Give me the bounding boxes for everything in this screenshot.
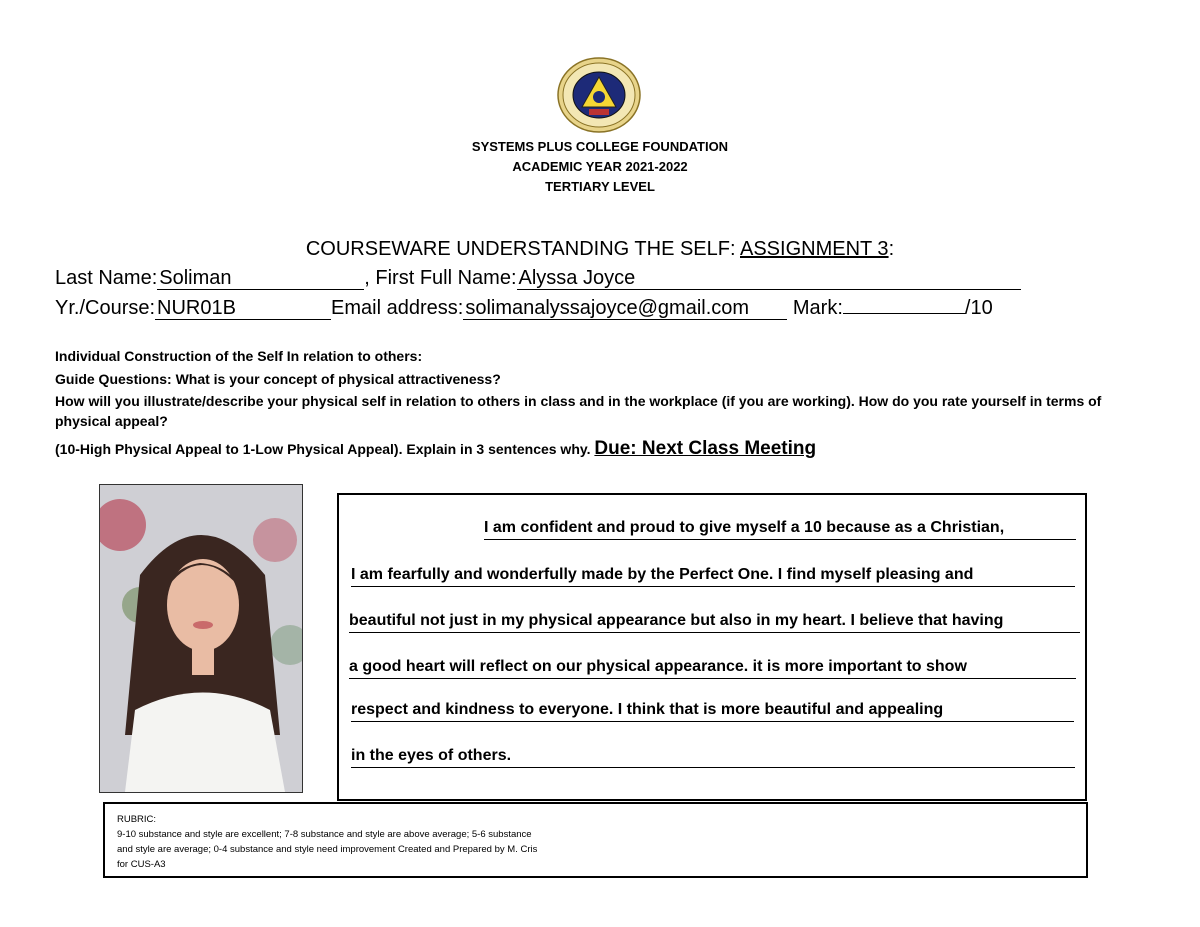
guide-question: Guide Questions: What is your concept of physical attractiveness? (55, 371, 501, 387)
student-photo (99, 484, 303, 793)
email-field[interactable]: solimanalyssajoyce@gmail.com (463, 297, 787, 320)
course-email-row (55, 297, 993, 320)
title-suffix: : (888, 238, 895, 260)
institution-name: SYSTEMS PLUS COLLEGE FOUNDATION (471, 139, 729, 154)
course-label: Yr./Course: (55, 297, 156, 319)
answer-line: a good heart will reflect on our physical appearance. it is more important to show (349, 656, 1076, 679)
rubric-box (103, 802, 1088, 878)
course-field[interactable]: NUR01B (155, 297, 331, 320)
rating-instruction (55, 439, 1115, 459)
email-label: Email address: (331, 297, 464, 319)
answer-box (337, 493, 1087, 801)
assignment-label: ASSIGNMENT 3 (740, 238, 889, 260)
first-name-field[interactable]: Alyssa Joyce (517, 267, 1021, 290)
answer-line: respect and kindness to everyone. I think that is more beautiful and appealing (351, 699, 1074, 722)
academic-year: ACADEMIC YEAR 2021-2022 (512, 159, 688, 174)
due-date: Due: Next Class Meeting (594, 438, 817, 459)
instruction-question: How will you illustrate/describe your physical self in relation to others in class and in the workplace (if you are working). How do you rate yourself in terms of physical appeal? (55, 393, 1102, 429)
answer-line: in the eyes of others. (351, 745, 1075, 768)
college-seal-logo (556, 57, 642, 133)
mark-label: Mark: (792, 297, 843, 319)
first-name-label: , First Full Name: (364, 267, 517, 289)
answer-line: I am confident and proud to give myself a 10 because as a Christian, (484, 517, 1076, 540)
answer-line: I am fearfully and wonderfully made by the Perfect One. I find myself pleasing and (351, 564, 1075, 587)
page-title (0, 238, 1200, 261)
tertiary-level: TERTIARY LEVEL (545, 179, 655, 194)
rubric-line: 9-10 substance and style are excellent; 7-8 substance and style are above average; 5-6 substance (117, 829, 532, 840)
name-row (55, 267, 1021, 290)
rubric-title: RUBRIC: (117, 814, 157, 825)
rubric-line: for CUS-A3 (117, 859, 166, 870)
last-name-label: Last Name: (55, 267, 158, 289)
mark-total: /10 (964, 297, 993, 319)
rating-scale-text: (10-High Physical Appeal to 1-Low Physical Appeal). Explain in 3 sentences why. (55, 441, 591, 457)
mark-field[interactable] (843, 313, 965, 314)
title-prefix: COURSEWARE UNDERSTANDING THE SELF: (305, 238, 740, 260)
last-name-field[interactable]: Soliman (157, 267, 364, 290)
instruction-heading: Individual Construction of the Self In relation to others: (55, 348, 423, 364)
rubric-line: and style are average; 0-4 substance and style need improvement Created and Prepared by M. Cris (117, 844, 538, 855)
answer-line: beautiful not just in my physical appearance but also in my heart. I believe that having (349, 610, 1080, 633)
